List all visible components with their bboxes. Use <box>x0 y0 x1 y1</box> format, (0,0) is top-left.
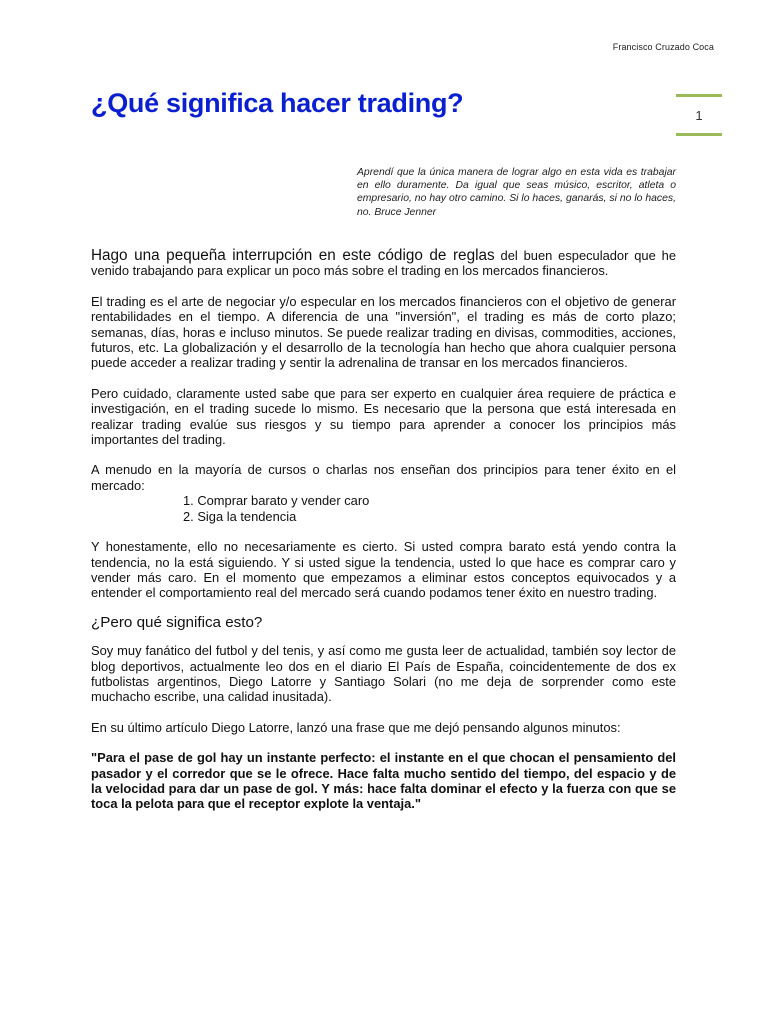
paragraph: Soy muy fanático del futbol y del tenis, y así como me gusta leer de actualidad, también soy lector de blog deportivos, actualmente leo dos en el diario El País de España, coincidentemente de dos ex futbolistas argentinos, Diego Latorre y Santiago Solari (no me deja de sorprender como este muchacho escribe, una calidad inusitada). <box>91 643 676 705</box>
paragraph: En su último artículo Diego Latorre, lanzó una frase que me dejó pensando algunos minutos: <box>91 719 621 735</box>
article-body <box>91 248 676 827</box>
page-number-box <box>676 94 722 136</box>
paragraph: Y honestamente, ello no necesariamente es cierto. Si usted compra barato está yendo contra la tendencia, no la está siguiendo. Y si usted sigue la tendencia, usted lo que hace es comprar caro y vender más caro. En el momento que empezamos a eliminar estos conceptos equivocados y a entender el comportamiento real del mercado será cuando podamos tener éxito en nuestro trading. <box>91 539 676 601</box>
author-name: Francisco Cruzado Coca <box>612 42 714 52</box>
epigraph-quote: Aprendí que la única manera de lograr algo en esta vida es trabajar en ello duramente. Da igual que seas músico, escritor, atleta o empresario, no hay otro camino. Si lo haces, ganarás, si no lo haces, no. Bruce Jenner <box>357 167 676 218</box>
intro-paragraph <box>91 248 676 279</box>
principles-list <box>91 493 676 524</box>
paragraph: El trading es el arte de negociar y/o especular en los mercados financieros con el objetivo de generar rentabilidades en el tiempo. A diferencia de una "inversión", el trading es más de corto plazo; semanas, días, horas e incluso minutos. Se puede realizar trading en divisas, commodities, acciones, futuros, etc. La globalización y el desarrollo de la tecnología han hecho que ahora cualquier persona puede acceder a realizar trading y sentir la adrenalina de transar en los mercados financieros. <box>91 293 676 371</box>
section-subheading: ¿Pero qué significa esto? <box>91 613 263 631</box>
intro-rest: del buen especulador que he venido trabajando para explicar un poco más sobre el trading en los mercados financieros. <box>91 248 676 279</box>
page-title: ¿Qué significa hacer trading? <box>91 88 464 118</box>
list-item: 2. Siga la tendencia <box>183 508 297 524</box>
paragraph: Pero cuidado, claramente usted sabe que para ser experto en cualquier área requiere de práctica e investigación, en el trading sucede lo mismo. Es necesario que la persona que está interesada en realizar trading evalúe sus riesgos y su tiempo para aprender a conocer los principios más importantes del trading. <box>91 385 676 448</box>
bold-quote: "Para el pase de gol hay un instante perfecto: el instante en el que chocan el pensamiento del pasador y el corredor que se le ofrece. Hace falta mucho sentido del tiempo, del espacio y de la velocidad para dar un pase de gol. Y más: hace falta dominar el efecto y la fuerza con que se toca la pelota para que el receptor explote la ventaja." <box>91 750 676 812</box>
intro-lead: Hago una pequeña interrupción en este código de reglas <box>91 247 495 264</box>
page-number: 1 <box>695 108 703 123</box>
list-item: 1. Comprar barato y vender caro <box>183 493 370 509</box>
paragraph: A menudo en la mayoría de cursos o charlas nos enseñan dos principios para tener éxito en el mercado: <box>91 462 676 493</box>
